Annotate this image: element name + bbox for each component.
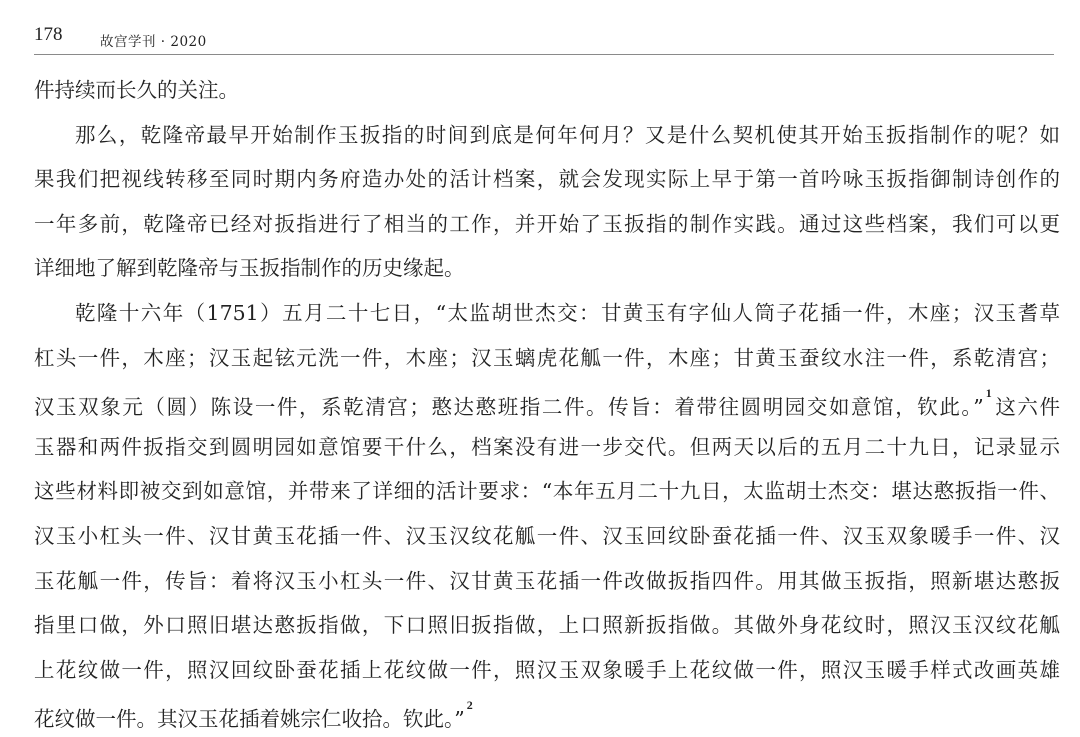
text-segment: 汉玉双象元（圆）陈设一件，系乾清宫；憨达憨班指二件。传旨：着带往圆明园交如意馆，钦此。” <box>34 394 984 419</box>
text-line-with-footnote <box>34 380 1060 425</box>
text-line: 件持续而长久的关注。 <box>34 78 239 102</box>
page-number: 178 <box>34 24 63 45</box>
text-line: 汉玉小杠头一件、汉甘黄玉花插一件、汉玉汉纹花觚一件、汉玉回纹卧蚕花插一件、汉玉双象暖手一件、汉 <box>34 523 1060 548</box>
text-line: 指里口做，外口照旧堪达憨扳指做，下口照旧扳指做，上口照新扳指做。其做外身花纹时，照汉玉汉纹花觚 <box>34 613 1060 638</box>
footnote-marker[interactable]: 1 <box>985 386 992 401</box>
text-segment: 这六件 <box>993 394 1060 419</box>
text-line: 杠头一件，木座；汉玉起铉元洗一件，木座；汉玉螭虎花觚一件，木座；甘黄玉蚕纹水注一件，系乾清宫； <box>34 345 1060 370</box>
text-line: 那么，乾隆帝最早开始制作玉扳指的时间到底是何年何月？又是什么契机使其开始玉扳指制作的呢？如 <box>75 122 1060 147</box>
text-line: 果我们把视线转移至同时期内务府造办处的活计档案，就会发现实际上早于第一首吟咏玉扳指御制诗创作的 <box>34 167 1060 192</box>
text-segment: 花纹做一件。其汉玉花插着姚宗仁收拾。钦此。” <box>34 707 465 732</box>
text-line: 玉器和两件扳指交到圆明园如意馆要干什么，档案没有进一步交代。但两天以后的五月二十九日，记录显示 <box>34 434 1060 459</box>
running-title: 故宫学刊 · 2020 <box>100 34 207 50</box>
text-line-with-footnote <box>34 692 1060 737</box>
text-line: 玉花觚一件，传旨：着将汉玉小杠头一件、汉甘黄玉花插一件改做扳指四件。用其做玉扳指，照新堪达憨扳 <box>34 568 1060 593</box>
footnote-marker[interactable]: 2 <box>466 698 473 713</box>
body-text <box>34 68 1060 737</box>
text-line: 一年多前，乾隆帝已经对扳指进行了相当的工作，并开始了玉扳指的制作实践。通过这些档案，我们可以更 <box>34 211 1060 236</box>
text-line: 详细地了解到乾隆帝与玉扳指制作的历史缘起。 <box>34 256 465 281</box>
text-line: 乾隆十六年（1751）五月二十七日，“太监胡世杰交：甘黄玉有字仙人筒子花插一件，木座；汉玉耆草 <box>75 300 1060 325</box>
text-line: 上花纹做一件，照汉回纹卧蚕花插上花纹做一件，照汉玉双象暖手上花纹做一件，照汉玉暖手样式改画英雄 <box>34 657 1060 682</box>
text-line: 这些材料即被交到如意馆，并带来了详细的活计要求：“本年五月二十九日，太监胡士杰交：堪达憨扳指一件、 <box>34 479 1060 504</box>
page-header <box>34 20 1054 55</box>
